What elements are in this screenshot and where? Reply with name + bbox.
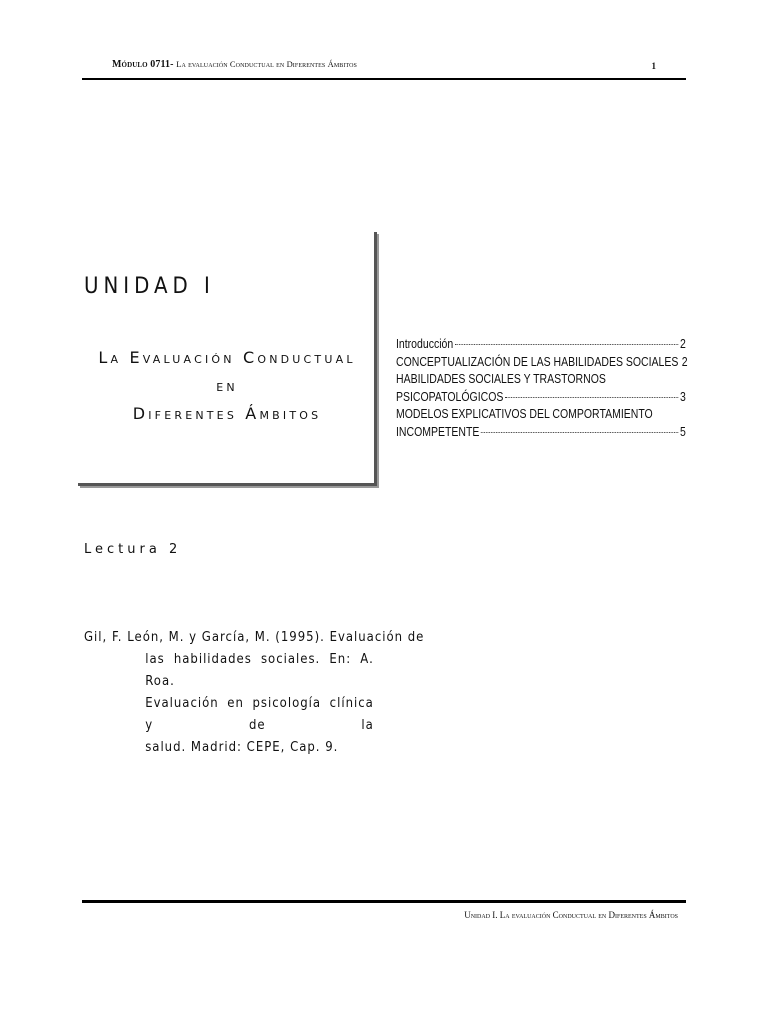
header-title: [112, 59, 357, 70]
toc-item-page: 2: [679, 337, 686, 351]
toc-item-label-line1: HABILIDADES SOCIALES Y TRASTORNOS: [396, 372, 606, 386]
page-footer: [82, 900, 686, 920]
table-of-contents: [396, 336, 686, 441]
page-number: 1: [651, 61, 656, 71]
toc-leader-dots: [505, 397, 678, 398]
page-header: [82, 58, 686, 80]
toc-item-label: PSICOPATOLÓGICOS: [396, 389, 504, 404]
reference-citation: [84, 627, 425, 759]
footer-text: Unidad I. La evaluación Conductual en Diferentes Ámbitos: [464, 910, 678, 920]
toc-item-page: 3: [679, 389, 686, 404]
unit-subtitle: [84, 344, 370, 428]
module-title: La evaluación Conductual en Diferentes Ámbitos: [176, 59, 357, 69]
toc-item[interactable]: [396, 354, 686, 372]
reference-line-4: salud. Madrid: CEPE, Cap. 9.: [145, 740, 339, 755]
reading-label: Lectura 2: [84, 542, 182, 557]
toc-item-page: 2: [681, 354, 688, 369]
toc-item-label-line1: MODELOS EXPLICATIVOS DEL COMPORTAMIENTO: [396, 407, 653, 421]
unit-title: UNIDAD I: [84, 274, 215, 299]
reference-line-3: Evaluación en psicología clínica y de la: [145, 696, 374, 733]
reference-line-1: Gil, F. León, M. y García, M. (1995). Evaluación de: [84, 630, 425, 645]
subtitle-line-1: La Evaluación Conductual en: [98, 348, 356, 395]
toc-item-label: Introducción: [396, 337, 454, 351]
toc-item[interactable]: [396, 424, 686, 442]
toc-item[interactable]: [396, 389, 686, 407]
toc-item-label: CONCEPTUALIZACIÓN DE LAS HABILIDADES SOCIALES: [396, 354, 679, 369]
toc-item-page: 5: [679, 424, 686, 439]
reference-line-2: las habilidades sociales. En: A. Roa.: [145, 652, 374, 689]
subtitle-line-2: Diferentes Ámbitos: [132, 404, 322, 423]
module-label: Módulo 0711-: [112, 59, 177, 70]
toc-leader-dots: [455, 344, 678, 345]
toc-leader-dots: [481, 432, 678, 433]
toc-item-label: INCOMPETENTE: [396, 424, 480, 439]
toc-item[interactable]: [396, 336, 686, 354]
